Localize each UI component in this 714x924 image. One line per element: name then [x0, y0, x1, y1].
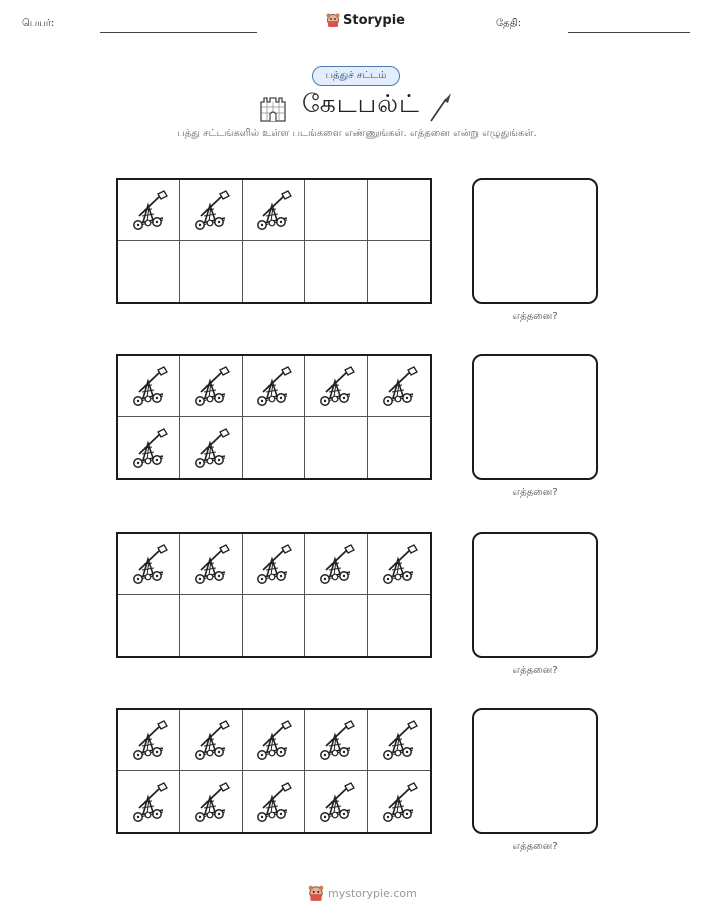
- catapult-icon: [251, 718, 295, 762]
- frame-cell: [368, 595, 430, 656]
- frame-cell: [305, 180, 367, 241]
- frame-cell: [368, 180, 430, 241]
- catapult-icon: [377, 718, 421, 762]
- footer: [308, 884, 417, 902]
- catapult-icon: [314, 718, 358, 762]
- footer-url[interactable]: mystorypie.com: [328, 886, 417, 900]
- frame-cell: [180, 595, 242, 656]
- frame-cell: [243, 710, 305, 771]
- frame-cell: [118, 180, 180, 241]
- frame-cell: [243, 241, 305, 302]
- frame-cell: [180, 356, 242, 417]
- catapult-icon: [314, 542, 358, 586]
- catapult-icon: [314, 780, 358, 824]
- answer-label: எத்தனை?: [512, 311, 558, 322]
- frame-cell: [243, 417, 305, 478]
- answer-box[interactable]: [472, 178, 598, 304]
- frame-cell: [368, 241, 430, 302]
- page-title: கேடபல்ட்: [302, 89, 420, 118]
- catapult-icon: [377, 542, 421, 586]
- answer-box[interactable]: [472, 532, 598, 658]
- catapult-icon: [251, 364, 295, 408]
- answer-box[interactable]: [472, 708, 598, 834]
- frame-cell: [305, 417, 367, 478]
- date-label: தேதி:: [496, 18, 522, 29]
- catapult-icon: [189, 780, 233, 824]
- name-line[interactable]: [100, 32, 257, 33]
- answer-label: எத்தனை?: [512, 665, 558, 676]
- frame-cell: [118, 534, 180, 595]
- catapult-icon: [377, 780, 421, 824]
- frame-cell: [368, 771, 430, 832]
- frame-cell: [243, 356, 305, 417]
- name-label: பெயர்:: [22, 18, 55, 29]
- catapult-icon: [251, 188, 295, 232]
- catapult-icon: [127, 780, 171, 824]
- frame-cell: [305, 241, 367, 302]
- frame-cell: [118, 417, 180, 478]
- instructions: பத்து சட்டங்களில் உள்ள படங்களை எண்ணுங்கள். எத்தனை என்று எழுதுங்கள்.: [177, 128, 537, 139]
- frame-cell: [118, 595, 180, 656]
- answer-box[interactable]: [472, 354, 598, 480]
- ten-frame: [116, 178, 432, 304]
- storypie-mascot-icon: [308, 884, 324, 902]
- catapult-icon: [377, 364, 421, 408]
- frame-cell: [118, 710, 180, 771]
- castle-icon: [258, 92, 288, 122]
- title-row: [0, 88, 714, 122]
- frame-cell: [305, 356, 367, 417]
- catapult-icon: [189, 718, 233, 762]
- catapult-icon: [251, 542, 295, 586]
- frame-cell: [243, 595, 305, 656]
- frame-cell: [368, 356, 430, 417]
- answer-label: எத்தனை?: [512, 487, 558, 498]
- catapult-icon: [314, 364, 358, 408]
- brand-name: Storypie: [343, 12, 405, 28]
- catapult-icon: [251, 780, 295, 824]
- ten-frame: [116, 708, 432, 834]
- storypie-mascot-icon: [326, 12, 340, 28]
- frame-cell: [368, 710, 430, 771]
- frame-cell: [180, 771, 242, 832]
- catapult-icon: [189, 426, 233, 470]
- frame-cell: [180, 534, 242, 595]
- catapult-icon: [189, 188, 233, 232]
- catapult-icon: [127, 542, 171, 586]
- frame-cell: [118, 356, 180, 417]
- frame-cell: [368, 534, 430, 595]
- topic-badge: பத்துச் சட்டம்: [312, 66, 400, 86]
- frame-cell: [368, 417, 430, 478]
- frame-cell: [118, 771, 180, 832]
- frame-cell: [180, 241, 242, 302]
- frame-cell: [305, 710, 367, 771]
- catapult-icon: [127, 364, 171, 408]
- brand-logo: [326, 12, 405, 28]
- frame-cell: [180, 417, 242, 478]
- frame-cell: [305, 595, 367, 656]
- ten-frame: [116, 354, 432, 480]
- catapult-icon: [189, 542, 233, 586]
- catapult-icon: [127, 188, 171, 232]
- frame-cell: [243, 180, 305, 241]
- frame-cell: [305, 534, 367, 595]
- catapult-icon: [127, 426, 171, 470]
- frame-cell: [118, 241, 180, 302]
- spear-icon: [428, 91, 454, 123]
- frame-cell: [305, 771, 367, 832]
- ten-frame: [116, 532, 432, 658]
- catapult-icon: [127, 718, 171, 762]
- date-line[interactable]: [568, 32, 690, 33]
- answer-label: எத்தனை?: [512, 841, 558, 852]
- frame-cell: [243, 771, 305, 832]
- catapult-icon: [189, 364, 233, 408]
- frame-cell: [180, 710, 242, 771]
- frame-cell: [180, 180, 242, 241]
- frame-cell: [243, 534, 305, 595]
